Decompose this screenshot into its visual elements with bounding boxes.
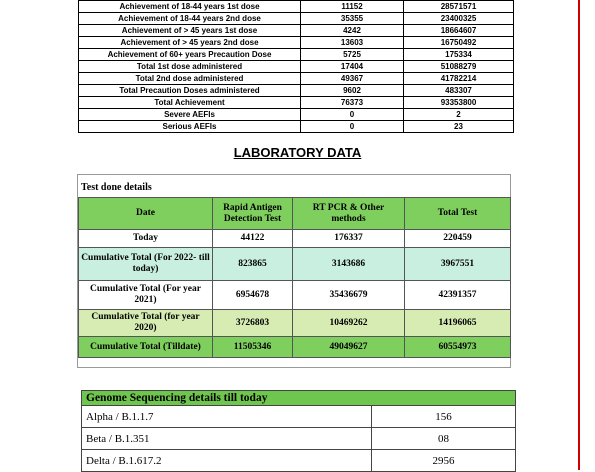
vaccination-row	[79, 109, 514, 121]
vaccination-row	[79, 121, 514, 133]
lab-row-rtpcr: 10469262	[293, 310, 405, 337]
vaccination-row-today: 0	[301, 109, 404, 121]
lab-row	[79, 310, 511, 337]
vaccination-row-label: Achievement of 60+ years Precaution Dose	[79, 49, 301, 61]
lab-header-date: Date	[79, 198, 213, 230]
vaccination-row-cumulative: 2	[404, 109, 514, 121]
vaccination-row-label: Achievement of 18-44 years 2nd dose	[79, 13, 301, 25]
vaccination-row-cumulative: 23400325	[404, 13, 514, 25]
vaccination-row-label: Total Achievement	[79, 97, 301, 109]
vaccination-table	[78, 0, 514, 133]
vaccination-row-cumulative: 28571571	[404, 1, 514, 13]
vaccination-row	[79, 25, 514, 37]
lab-row-rat: 44122	[213, 230, 293, 248]
vaccination-row-cumulative: 483307	[404, 85, 514, 97]
vaccination-row-today: 4242	[301, 25, 404, 37]
lab-row-rtpcr: 35436679	[293, 281, 405, 310]
lab-row	[79, 248, 511, 281]
vaccination-row-cumulative: 16750492	[404, 37, 514, 49]
genome-header-row	[82, 391, 516, 406]
vaccination-row-cumulative: 23	[404, 121, 514, 133]
lab-row	[79, 281, 511, 310]
lab-row-rat: 823865	[213, 248, 293, 281]
lab-row-rat: 3726803	[213, 310, 293, 337]
vaccination-row-cumulative: 51088279	[404, 61, 514, 73]
lab-row	[79, 230, 511, 248]
lab-row	[79, 337, 511, 358]
lab-row-total: 3967551	[405, 248, 511, 281]
vaccination-row	[79, 49, 514, 61]
vaccination-row-label: Total 1st dose administered	[79, 61, 301, 73]
genome-row	[82, 450, 516, 472]
genome-title: Genome Sequencing details till today	[82, 391, 516, 406]
vaccination-row-cumulative: 175334	[404, 49, 514, 61]
lab-row-rtpcr: 49049627	[293, 337, 405, 358]
vaccination-row-today: 35355	[301, 13, 404, 25]
lab-row-label: Cumulative Total (Tilldate)	[79, 337, 213, 358]
lab-row-total: 220459	[405, 230, 511, 248]
vaccination-row-cumulative: 41782214	[404, 73, 514, 85]
lab-test-table	[78, 197, 511, 358]
vaccination-row-today: 9602	[301, 85, 404, 97]
variant-name: Delta / B.1.617.2	[82, 450, 372, 472]
lab-row-rat: 6954678	[213, 281, 293, 310]
variant-count: 156	[372, 406, 516, 428]
vaccination-row	[79, 1, 514, 13]
lab-row-label: Cumulative Total (For 2022- till today)	[79, 248, 213, 281]
vaccination-row-label: Achievement of > 45 years 1st dose	[79, 25, 301, 37]
laboratory-data-heading: LABORATORY DATA	[233, 145, 362, 160]
lab-row-label: Cumulative Total (for year 2020)	[79, 310, 213, 337]
variant-name: Alpha / B.1.1.7	[82, 406, 372, 428]
lab-row-total: 60554973	[405, 337, 511, 358]
vaccination-row-label: Achievement of 18-44 years 1st dose	[79, 1, 301, 13]
genome-sequencing-table	[81, 390, 516, 472]
vaccination-row-today: 17404	[301, 61, 404, 73]
vaccination-row-today: 0	[301, 121, 404, 133]
vaccination-row-today: 11152	[301, 1, 404, 13]
lab-header-rat: Rapid Antigen Detection Test	[213, 198, 293, 230]
vaccination-row-label: Total 2nd dose administered	[79, 73, 301, 85]
vaccination-row	[79, 73, 514, 85]
vaccination-row-label: Achievement of > 45 years 2nd dose	[79, 37, 301, 49]
vaccination-row-cumulative: 93353800	[404, 97, 514, 109]
vaccination-row-today: 5725	[301, 49, 404, 61]
vaccination-row-label: Total Precaution Doses administered	[79, 85, 301, 97]
lab-row-rtpcr: 176337	[293, 230, 405, 248]
vaccination-row	[79, 13, 514, 25]
variant-count: 2956	[372, 450, 516, 472]
vaccination-row-label: Severe AEFIs	[79, 109, 301, 121]
vaccination-row-today: 49367	[301, 73, 404, 85]
lab-row-label: Cumulative Total (For year 2021)	[79, 281, 213, 310]
lab-header-row	[79, 198, 511, 230]
lab-header-total: Total Test	[405, 198, 511, 230]
variant-count: 08	[372, 428, 516, 450]
lab-data-box	[77, 174, 511, 368]
vaccination-row-label: Serious AEFIs	[79, 121, 301, 133]
vaccination-row-cumulative: 18664607	[404, 25, 514, 37]
lab-row-label: Today	[79, 230, 213, 248]
vaccination-row-today: 13603	[301, 37, 404, 49]
vaccination-row-today: 76373	[301, 97, 404, 109]
vaccination-row	[79, 85, 514, 97]
vaccination-row	[79, 37, 514, 49]
lab-row-rat: 11505346	[213, 337, 293, 358]
vaccination-row	[79, 61, 514, 73]
genome-row	[82, 428, 516, 450]
lab-row-rtpcr: 3143686	[293, 248, 405, 281]
vaccination-row	[79, 97, 514, 109]
lab-row-total: 42391357	[405, 281, 511, 310]
test-done-details-label: Test done details	[81, 182, 152, 193]
lab-row-total: 14196065	[405, 310, 511, 337]
lab-header-rtpcr: RT PCR & Other methods	[293, 198, 405, 230]
variant-name: Beta / B.1.351	[82, 428, 372, 450]
genome-row	[82, 406, 516, 428]
page-border-right	[578, 0, 580, 470]
